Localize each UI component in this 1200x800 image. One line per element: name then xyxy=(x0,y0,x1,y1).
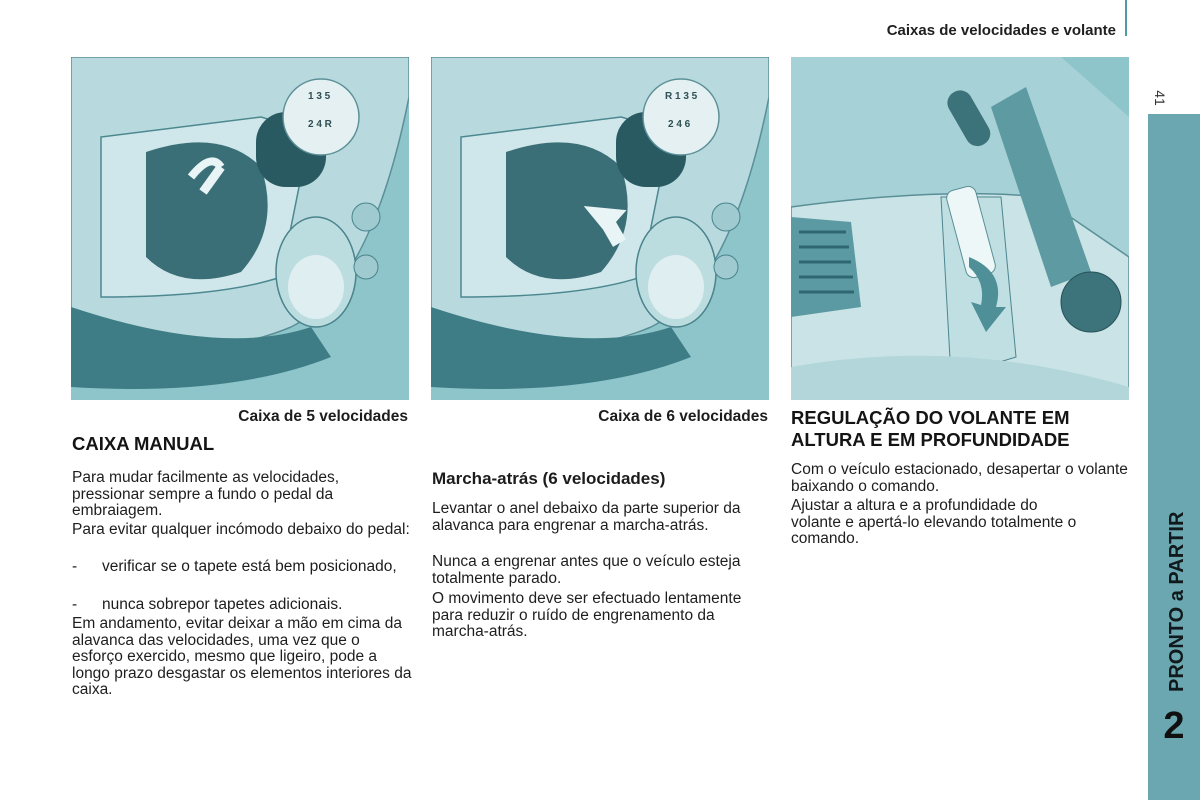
chapter-tab-label-wrap xyxy=(1159,352,1195,692)
figure-caption-5-speed: Caixa de 5 velocidades xyxy=(238,408,408,425)
page-number: 41 xyxy=(1152,90,1168,106)
knob-top-label: R 1 3 5 xyxy=(665,91,698,102)
gearbox-5-speed-drawing xyxy=(71,57,409,400)
reverse-gear-paragraph-3: O movimento deve ser efectuado lentamente para reduzir o ruído de engrenamento da marcha-atrás. xyxy=(432,590,742,640)
reverse-gear-paragraph-1: Levantar o anel debaixo da parte superior da alavanca para engrenar a marcha-atrás. xyxy=(432,500,741,534)
gearbox-6-speed-illustration xyxy=(431,57,769,400)
section-heading-manual-gearbox: CAIXA MANUAL xyxy=(72,433,215,454)
manual-gearbox-paragraph-1: Para mudar facilmente as velocidades, pressionar sempre a fundo o pedal da embraiagem. xyxy=(72,469,340,519)
section-heading-steering-adjust-line1: REGULAÇÃO DO VOLANTE EM xyxy=(791,407,1070,428)
bullet-text: verificar se o tapete está bem posicionado, xyxy=(102,558,397,575)
section-heading-steering-adjust-line2: ALTURA E EM PROFUNDIDADE xyxy=(791,429,1070,450)
manual-gearbox-paragraph-3: Em andamento, evitar deixar a mão em cima da alavanca das velocidades, uma vez que o esforço exercido, mesmo que ligeiro, pode a longo prazo desgastar os elementos interiores da caixa. xyxy=(72,615,412,698)
chapter-number: 2 xyxy=(1163,705,1185,747)
chapter-tab-label: PRONTO a PARTIR xyxy=(1166,511,1188,692)
list-item xyxy=(72,597,412,615)
page-header-title: Caixas de velocidades e volante xyxy=(886,22,1116,39)
steering-column-drawing xyxy=(791,57,1129,400)
steering-adjust-paragraph-1: Com o veículo estacionado, desapertar o volante baixando o comando. xyxy=(791,461,1128,495)
knob-bottom-label: 2 4 R xyxy=(308,119,332,130)
bullet-text: nunca sobrepor tapetes adicionais. xyxy=(102,596,343,613)
steering-adjustment-illustration xyxy=(791,57,1129,400)
section-heading-reverse-gear: Marcha-atrás (6 velocidades) xyxy=(432,469,666,488)
steering-adjust-paragraph-2: Ajustar a altura e a profundidade do volante e apertá-lo elevando totalmente o comando. xyxy=(791,497,1077,547)
knob-top-label: 1 3 5 xyxy=(308,91,331,102)
gearbox-5-speed-illustration xyxy=(71,57,409,400)
manual-gearbox-paragraph-2: Para evitar qualquer incómodo debaixo do pedal: xyxy=(72,521,410,538)
knob-bottom-label: 2 4 6 xyxy=(668,119,691,130)
bullet-dash: - xyxy=(72,596,78,613)
list-item xyxy=(72,559,412,593)
gearbox-6-speed-drawing xyxy=(431,57,769,400)
bullet-dash: - xyxy=(72,558,78,575)
figure-caption-6-speed: Caixa de 6 velocidades xyxy=(598,408,768,425)
reverse-gear-paragraph-2: Nunca a engrenar antes que o veículo esteja totalmente parado. xyxy=(432,553,741,587)
header-divider xyxy=(1125,0,1127,36)
